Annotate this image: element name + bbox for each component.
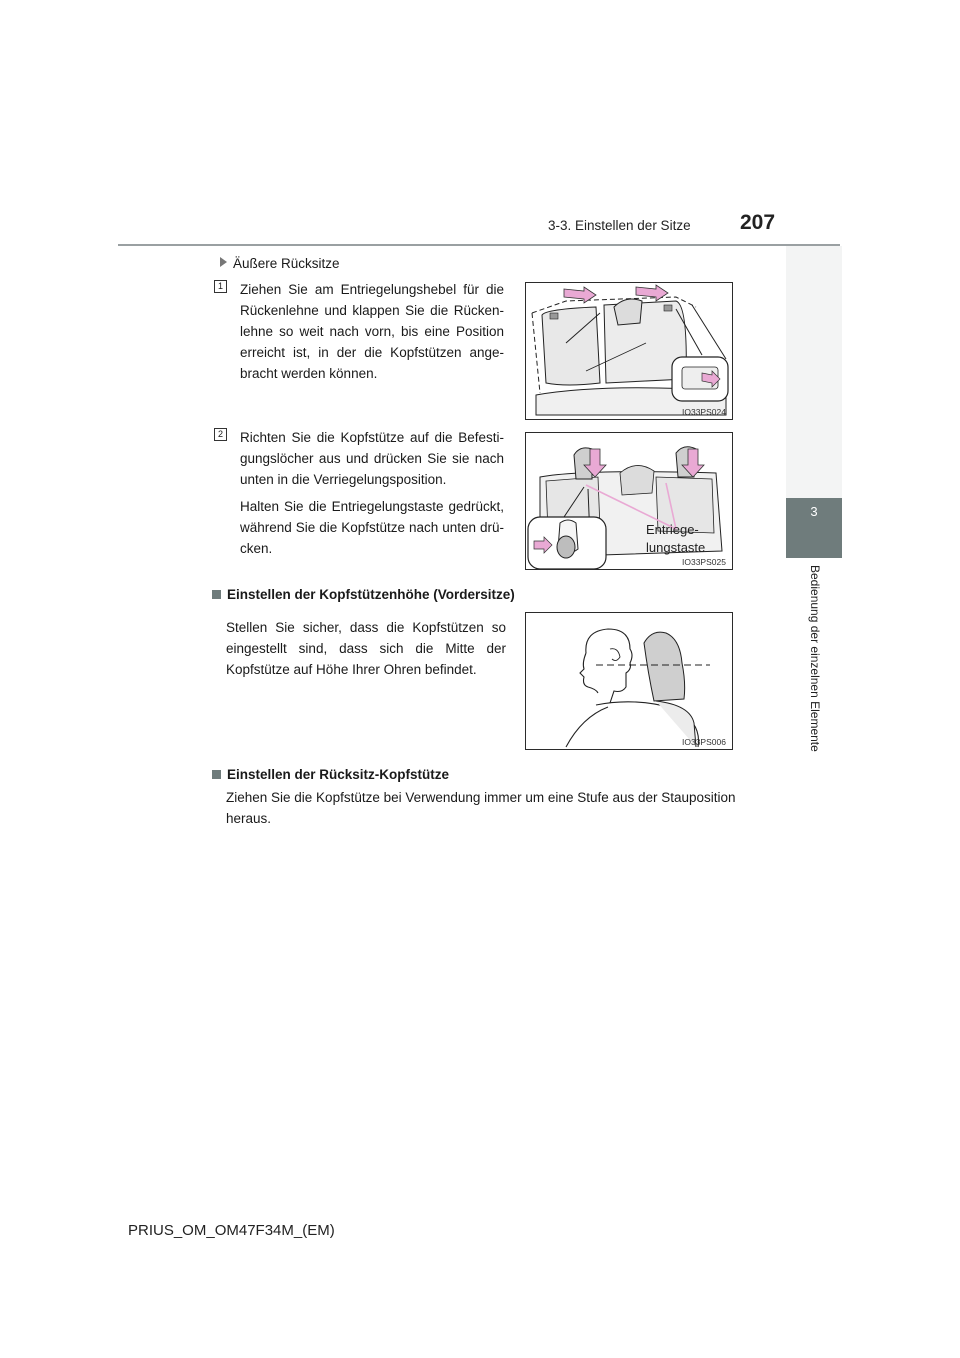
side-tab-background: [786, 246, 842, 498]
figure-headrest-height: [525, 612, 733, 750]
chapter-number: 3: [810, 504, 818, 519]
step-2-text: Richten Sie die Kopfstütze auf die Befestigungslöcher aus und drücken Sie sie nach unten in die Verriegelungsposition.: [240, 430, 504, 487]
section-rear-text: Ziehen Sie die Kopfstütze bei Verwendung immer um eine Stufe aus der Stauposition heraus.: [226, 790, 736, 826]
section-heading-rear-text: Einstellen der Rücksitz-Kopfstütze: [227, 767, 450, 782]
header-rule: [118, 244, 840, 246]
section-title: 3-3. Einstellen der Sitze: [548, 218, 691, 233]
figure-3-code: IO33PS006: [682, 737, 726, 747]
document-footer: PRIUS_OM_OM47F34M_(EM): [128, 1222, 335, 1239]
section-heading-front-text: Einstellen der Kopfstützenhöhe (Vordersitze): [227, 587, 515, 602]
headrest-height-illustration: [526, 613, 732, 749]
chapter-title: Bedienung der einzelnen Elemente: [808, 565, 822, 752]
callout-line-2: lungstaste: [646, 540, 706, 555]
figure-headrest-install: [525, 432, 733, 570]
section-heading-rear: [212, 767, 449, 782]
page-number: 207: [740, 211, 776, 234]
square-bullet-icon: [212, 590, 221, 599]
subsection-title: [220, 256, 340, 271]
figure-2-code: IO33PS025: [682, 557, 726, 567]
figure-rear-seatback: [525, 282, 733, 420]
subsection-title-text: Äußere Rücksitze: [233, 256, 340, 271]
step-badge-1: 1: [214, 280, 227, 293]
step-1-text: Ziehen Sie am Entriegelungshebel für die Rückenlehne und klappen Sie die Rückenlehne so weit nach vorn, bis eine Position erreicht ist, in der die Kopfstützen angebracht werden können.: [240, 282, 504, 381]
callout-line-1: Entriege-: [646, 522, 699, 537]
release-button-callout: [646, 521, 705, 557]
triangle-bullet-icon: [220, 257, 227, 267]
section-heading-front: [212, 587, 515, 602]
rear-seatback-illustration: [526, 283, 732, 419]
step-2-note: Halten Sie die Entriegelungstaste gedrückt, während Sie die Kopfstütze nach unten drücken.: [240, 499, 504, 556]
figure-1-code: IO33PS024: [682, 407, 726, 417]
section-front-text: Stellen Sie sicher, dass die Kopfstützen so eingestellt sind, dass sich die Mitte der Kopfstütze auf Höhe Ihrer Ohren befindet.: [226, 620, 506, 677]
square-bullet-icon: [212, 770, 221, 779]
step-badge-2: 2: [214, 428, 227, 441]
